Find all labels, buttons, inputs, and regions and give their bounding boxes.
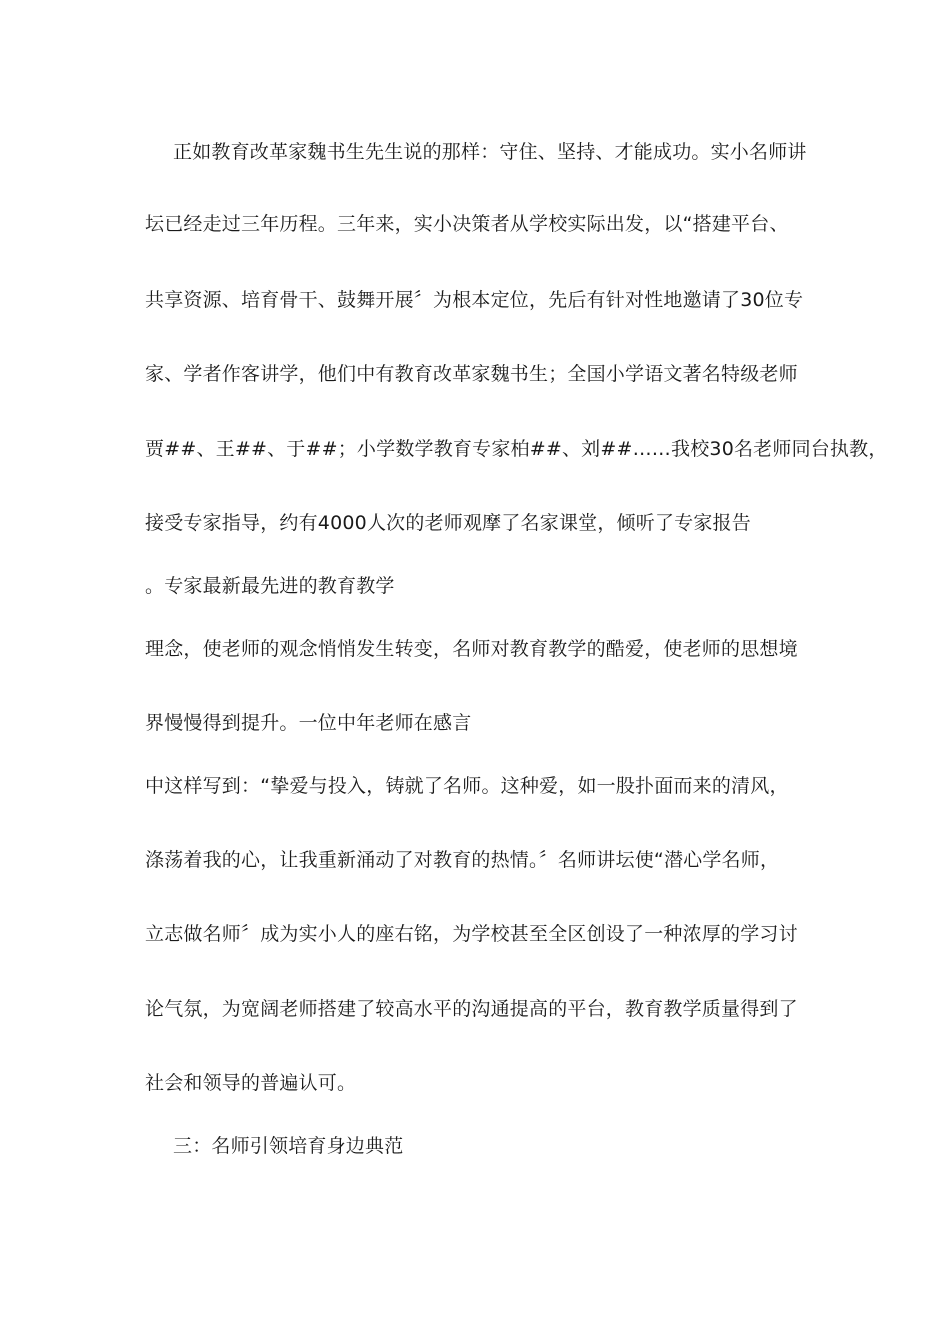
paragraph-line-14: 社会和领导的普遍认可。 [145, 1072, 357, 1094]
paragraph-line-13: 论气氛，为宽阔老师搭建了较高水平的沟通提高的平台，教育教学质量得到了 [145, 998, 798, 1020]
paragraph-line-5: 贾##、王##、于##；小学数学教育专家柏##、刘##……我校30名老师同台执教， [145, 438, 888, 460]
paragraph-line-10: 中这样写到：“挚爱与投入，铸就了名师。这种爱，如一股扑面而来的清风， [145, 775, 789, 797]
paragraph-line-11: 涤荡着我的心，让我重新涌动了对教育的热情。〞名师讲坛使“潜心学名师， [145, 849, 780, 871]
paragraph-line-7: 。专家最新最先进的教育教学 [145, 575, 395, 597]
paragraph-line-1: 正如教育改革家魏书生先生说的那样：守住、坚持、才能成功。实小名师讲 [173, 141, 807, 163]
paragraph-line-3: 共享资源、培育骨干、鼓舞开展〞为根本定位，先后有针对性地邀请了30位专 [145, 289, 804, 311]
paragraph-line-9: 界慢慢得到提升。一位中年老师在感言 [145, 712, 472, 734]
paragraph-line-8: 理念，使老师的观念悄悄发生转变，名师对教育教学的酷爱，使老师的思想境 [145, 638, 798, 660]
paragraph-line-4: 家、学者作客讲学，他们中有教育改革家魏书生；全国小学语文著名特级老师 [145, 363, 798, 385]
paragraph-line-12: 立志做名师〞成为实小人的座右铭，为学校甚至全区创设了一种浓厚的学习讨 [145, 923, 798, 945]
paragraph-line-6: 接受专家指导，约有4000人次的老师观摩了名家课堂，倾听了专家报告 [145, 512, 751, 534]
section-heading: 三：名师引领培育身边典范 [173, 1135, 404, 1157]
paragraph-line-2: 坛已经走过三年历程。三年来，实小决策者从学校实际出发，以“搭建平台、 [145, 213, 789, 235]
